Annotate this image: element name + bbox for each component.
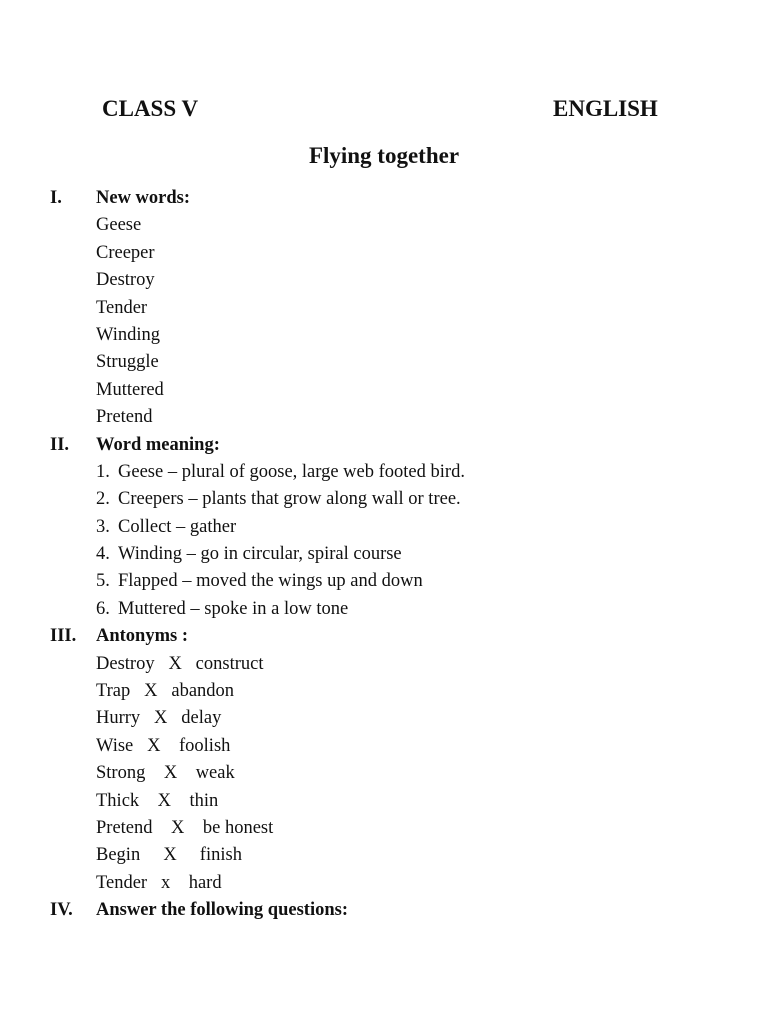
word-meaning-item [50, 514, 730, 541]
worksheet-content [50, 185, 730, 925]
section-number: IV. [50, 900, 73, 921]
new-word-item: Pretend [96, 407, 153, 428]
antonym-item: Strong X weak [96, 763, 235, 784]
page-title: Flying together [308, 143, 460, 168]
item-number: 5. [96, 571, 110, 592]
section-number: II. [50, 434, 70, 455]
antonym-item: Wise X foolish [96, 735, 231, 756]
antonym-item: Destroy X construct [96, 653, 264, 674]
new-word-item: Struggle [96, 352, 159, 373]
section-title: Answer the following questions: [96, 900, 348, 921]
section-antonyms-heading [50, 623, 730, 650]
section-questions-heading [50, 897, 730, 924]
item-text: Creepers – plants that grow along wall or tree. [118, 489, 461, 510]
section-title: Word meaning: [96, 434, 220, 455]
antonym-item: Thick X thin [96, 790, 219, 811]
item-text: Collect – gather [118, 516, 237, 537]
section-number: III. [50, 626, 77, 647]
new-word-item: Muttered [96, 379, 164, 400]
item-number: 6. [96, 598, 110, 619]
antonym-item: Trap X abandon [96, 681, 235, 702]
word-meaning-item [50, 596, 730, 623]
item-text: Winding – go in circular, spiral course [118, 544, 402, 565]
antonym-item: Hurry X delay [96, 708, 222, 729]
antonym-item: Tender x hard [96, 872, 222, 893]
section-new-words-heading [50, 185, 730, 212]
word-meaning-item [50, 541, 730, 568]
item-number: 4. [96, 544, 110, 565]
word-meaning-item [50, 568, 730, 595]
section-title: New words: [96, 188, 191, 208]
antonym-item: Pretend X be honest [96, 817, 274, 838]
new-word-item: Destroy [96, 270, 155, 291]
subject-label: ENGLISH [553, 96, 658, 121]
class-label: CLASS V [102, 96, 199, 121]
item-number: 3. [96, 516, 110, 537]
section-number: I. [50, 188, 62, 208]
new-word-item: Geese [96, 215, 142, 236]
item-text: Geese – plural of goose, large web footed bird. [118, 461, 465, 482]
new-word-item: Tender [96, 297, 148, 318]
new-word-item: Winding [96, 324, 161, 345]
item-number: 2. [96, 489, 110, 510]
item-text: Muttered – spoke in a low tone [118, 598, 349, 619]
section-word-meaning-heading [50, 432, 730, 459]
antonym-item: Begin X finish [96, 845, 242, 866]
word-meaning-item [50, 459, 730, 486]
item-text: Flapped – moved the wings up and down [118, 571, 423, 592]
section-title: Antonyms : [96, 626, 188, 647]
item-number: 1. [96, 461, 110, 482]
new-word-item: Creeper [96, 242, 155, 263]
word-meaning-item [50, 486, 730, 513]
